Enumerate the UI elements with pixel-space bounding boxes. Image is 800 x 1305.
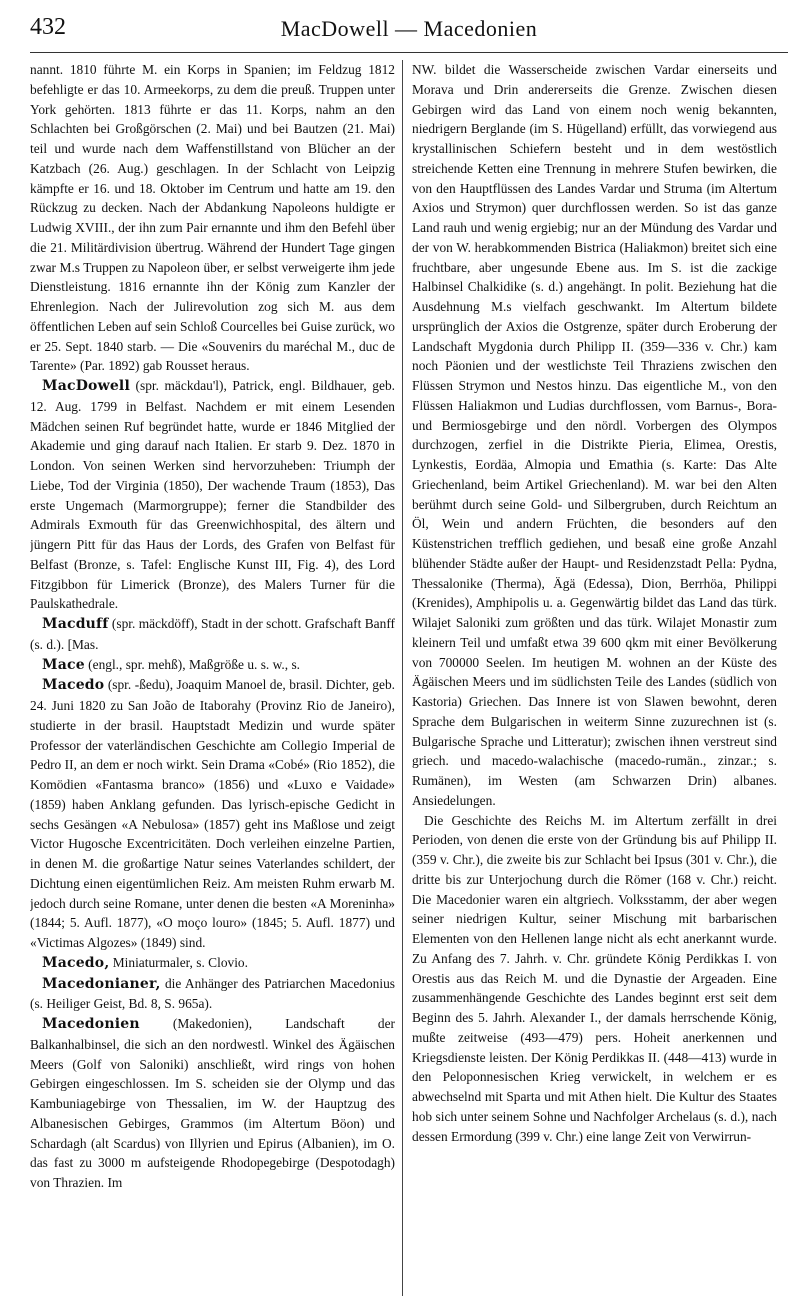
entry-macedo-miniaturmaler: [30, 953, 395, 974]
right-column: [412, 60, 777, 1300]
entry-macdonald-continuation: nannt. 1810 führte M. ein Korps in Spanien; im Feldzug 1812 befehligte er das 10. Armeekorps, zu dem die preuß. Truppen unter York gehörten. 1813 führte er das 11. Korps, nahm an den Schlachten bei Großgörschen (2. Mai) und bei Bautzen (21. Mai) teil und wurde nach dem Waffenstillstand von Blücher an der Katzbach (26. Aug.) geschlagen. In der Schlacht von Leipzig kämpfte er 16. und 18. Oktober im Centrum und hatte am 19. den Rückzug zu decken. Nach der Abdankung Napoleons huldigte er Ludwig XVIII., der ihn zum Pair ernannte und ihm den Befehl über die 21. Militärdivision übertrug. Während der Hundert Tage gingen zwar M.s Truppen zu Napoleon über, er selbst verweigerte ihm jede Dienstleistung. 1816 ernannte ihn der König zum Kanzler der Ehrenlegion. Nach der Julirevolution zog sich M. aus dem öffentlichen Leben auf sein Schloß Courcelles bei Guise zurück, wo er 25. Sept. 1840 starb. — Die «Souvenirs du maréchal M., duc de Tarente» (Par. 1892) gab Rousset heraus.: [30, 62, 395, 374]
entry-text-macedo-miniaturmaler: Miniaturmaler, s. Clovio.: [109, 954, 248, 970]
headword-macdowell: MacDowell: [42, 378, 130, 394]
headword-macedo: Macedo: [42, 677, 105, 694]
entry-macdowell: [30, 376, 395, 614]
entry-macedo: [30, 675, 395, 953]
headword-macedo-miniaturmaler: Macedo,: [42, 954, 110, 971]
entry-macduff: [30, 614, 395, 655]
left-column: [30, 60, 395, 1300]
entry-text-mace: (engl., spr. mehß), Maßgröße u. s. w., s.: [84, 656, 301, 672]
entry-text-macdowell: (spr. mäckdau'l), Patrick, engl. Bildhauer, geb. 12. Aug. 1799 in Belfast. Nachdem er mit einem Lesenden Mädchen seinen Ruf begründet hatte, wurde er 1846 Mitglied der Akademie und ging darauf nach Italien. Er starb 9. Dez. 1870 in London. Von seinen Werken sind hervorzuheben: Triumph der Liebe, Tod der Virginia (1850), Der wachende Traum (1853), Das erste Ungemach (Marmorgruppe); ferner die Standbilder des Admirals Exmouth für das Greenwichhospital, des ältern und jüngern Pitt für das Haus der Lords, des Grafen von Belfast für Belfast (Bronze, s. Tafel: Englische Kunst III, Fig. 4), des Lord Fitzgibbon für Limerick (Bronze), des Malers Turner für die Paulskathedrale.: [30, 378, 395, 612]
running-title: MacDowell — Macedonien: [280, 16, 538, 41]
paragraph-geschichte: Die Geschichte des Reichs M. im Altertum zerfällt in drei Perioden, von denen die erste von der Gründung bis auf Philipp II. (359 v. Chr.), die zweite bis zur Schlacht bei Ipsus (301 v. Chr.), die dritte bis zur Unterjochung durch die Römer (168 v. Chr.) reicht. Die Macedonier waren ein altgriech. Volksstamm, der aber wegen seiner niedrigen Kultur, seiner Mischung mit barbarischen Elementen von den Hellenen lange nicht als echt anerkannt wurde. Zu Anfang des 7. Jahrh. v. Chr. gründete König Perdikkas I. von Orestis aus das Reich M. und die Dynastie der Argeaden. Eine zusammenhängende Geschichte des Landes beginnt erst seit dem Beginn des 5. Jahrh. Alexander I., der damals herrschende König, mußte zeitweise (493—479) pers. Hoheit anerkennen und Kriegsdienste leisten. Der König Perdikkas II. (448—413) wurde in den Peloponnesischen Krieg verwickelt, in welchem er es abwechselnd mit Sparta und mit Athen hielt. Die Kultur des Staates hob sich unter seinem Sohne und Nachfolger Archelaus (s. d.), nach dessen Ermordung (399 v. Chr.) eine lange Zeit von Verwirrun-: [412, 812, 777, 1144]
header-rule: [30, 52, 788, 53]
entry-mace: [30, 655, 395, 676]
headword-mace: Mace: [42, 656, 85, 673]
headword-macedonianer: Macedonianer,: [42, 975, 161, 992]
entry-text-macduff: (spr. mäckdöff), Stadt in der schott. Grafschaft Banff (s. d.). [Mas.: [30, 616, 395, 652]
headword-macedonien: Macedonien: [42, 1016, 140, 1032]
entry-macedonien: [30, 1014, 395, 1193]
entry-text-macedo: (spr. -ßedu), Joaquim Manoel de, brasil. Dichter, geb. 24. Juni 1820 zu San João de Itaborahy (Provinz Rio de Janeiro), studierte in der brasil. Hauptstadt Medizin und wurde später Professor der vaterländischen Geschichte am Collegio Imperial de Pedro II, an dem er noch wirkt. Sein Drama «Cobé» (Rio 1852), die Komödien «Fantasma branco» (1856) und «Luxo e Vaidade» (1859) haben Anklang gefunden. Das lyrisch-epische Gedicht in sechs Gesängen «A Nebulosa» (1857) geht ins Maßlose und zeigt Victor Hugosche Excentricitäten. Doch verleihen einzelne Partien, in denen M. die großartige Natur seines Vaterlandes schildert, der Dichtung einen eigentümlichen Reiz. Am meisten Ruhm erwarb M. jedoch durch seine Romane, unter denen die besten «A Moreninha» (1844; 5. Aufl. 1877), «O moço louro» (1845; 5. Aufl. 1877) und «Victimas Algozes» (1849) sind.: [30, 677, 395, 950]
entry-macedonien-continuation: NW. bildet die Wasserscheide zwischen Vardar einerseits und Morava und Drin andererseits die Grenze. Zwischen diesen Gebirgen wird das Land von einem noch wenig bekannten, niedrigern Berglande (im S. Hügelland) erfüllt, das vorwiegend aus krystallinischen Schiefern besteht und in dem westöstlich streichende Ketten eine Trennung in mehrere Stufen bewirken, die von den Hauptflüssen des Landes Vardar und Struma (im Altertum Axios und Strymon) quer durchflossen werden. So ist das ganze Land rauh und wenig ergiebig; nur an der Mündung des Vardar und der von W. herabkommenden Bistrica (Haliakmon) breitet sich eine fruchtbare, aber ungesunde Ebene aus. Im S. ist die zackige Halbinsel Chalkidike (s. d.) angehängt. In polit. Beziehung hat die Ausdehnung M.s vielfach geschwankt. Im Altertum bildete ursprünglich der Axios die Ostgrenze, später durch Eroberung der Landschaft Mygdonia durch Philipp II. (359—336 v. Chr.) kam noch Päonien und der westlichste Teil Thraziens zwischen den Flüssen Strymon und Nestos hinzu. Das eigentliche M., von den Flüssen Haliakmon und Ludias durchflossen, vom Barnus-, Bora- und Bermiosgebirge und den nördl. Vorbergen des Olympos durchzogen, zerfiel in die Distrikte Pieria, Elimea, Orestis, Lynkestis, Eordäa, Almopia und Emathia (s. Karte: Das Alte Griechenland, beim Artikel Griechenland). M. war bei den Alten berühmt durch seine Gold- und Silbergruben, durch Reichtum an Öl, Wein und andern Früchten, die besonders auf den Küstenstrichen trefflich gediehen, und besaß eine große Anzahl blühender Städte außer der Haupt- und Residenzstadt Pella: Pydna, Thessalonike (Therma), Ägä (Edessa), Dion, Berrhöa, Philippi (Krenides), Amphipolis u. a. Gegenwärtig bildet das Land das türk. Wilajet Saloniki zum größten und das türk. Wilajet Monastir zum kleinern Teil und umfaßt etwa 39 600 qkm mit einer Bevölkerung von 700000 Seelen. Im heutigen M. wohnen an der Küste des Ägäischen Meers und im südlichsten Teile des Landes (südlich von Kastoria) Griechen. Das Innere ist von Slawen bewohnt, deren Sprache dem Bulgarischen in weiterm Sinne zuzurechnen ist (s. Bulgarische Sprache und Litteratur); zwischen ihnen verstreut sind griech. und macedo-walachische (macedo-rumän., zinzar.; s. Rumänen), im Westen (am Schwarzen Drin) albanes. Ansiedelungen.: [412, 62, 777, 808]
page-number: 432: [30, 14, 66, 40]
headword-macduff: Macduff: [42, 616, 109, 632]
page-header: [30, 14, 788, 44]
entry-text-macedonianer: die Anhänger des Patriarchen Macedonius (s. Heiliger Geist, Bd. 8, S. 965a).: [30, 975, 395, 1012]
column-divider: [402, 60, 403, 1296]
entry-macedonianer: [30, 974, 395, 1015]
entry-text-macedonien: (Makedonien), Landschaft der Balkanhalbinsel, die sich an den nordwestl. Winkel des Ägäischen Meers (Golf von Saloniki) anschließt, wird rings von hohen Gebirgen eingeschlossen. Im S. scheiden sie der Olymp und das Kambuniagebirge von Thessalien, im W. der Hauptzug des Albanesischen Gebirges, Grammos (im Altertum Böon) und Schardagh (alt Scardus) von Illyrien und Epirus (Albanien), im O. das fast zu 3000 m aufsteigende Rhodopegebirge (Despotodagh) von Thrazien. Im: [30, 1016, 395, 1190]
